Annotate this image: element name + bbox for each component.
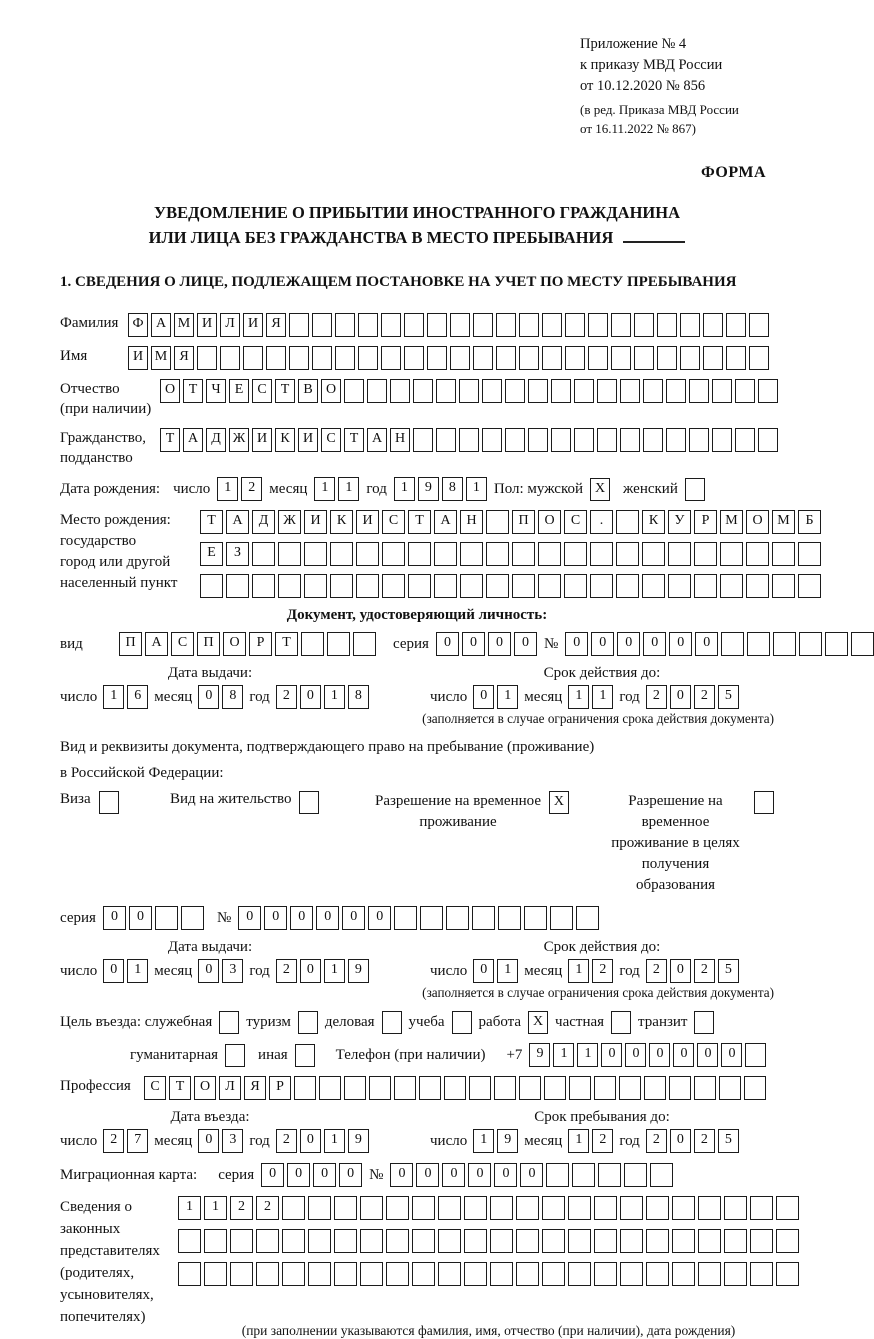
purpose-business-checkbox[interactable] — [382, 1011, 402, 1034]
id-doc-issue-heading: Дата выдачи: — [167, 665, 253, 681]
resid-doc-series-row — [60, 906, 774, 930]
purpose-row1 — [60, 1011, 774, 1034]
resid-valid-month-label: месяц — [524, 962, 563, 979]
rvp-edu-label-line2: проживание в целях — [611, 835, 740, 851]
resid-doc-intro-line2: в Российской Федерации: — [60, 765, 224, 781]
resid-doc-validity-note: (заполняется в случае ограничения срока действия документа) — [422, 985, 774, 1000]
purpose-work-checkbox[interactable]: X — [528, 1011, 548, 1034]
resid-series-input[interactable]: 0 0 — [103, 906, 204, 930]
id-valid-year-input[interactable]: 2 0 2 5 — [646, 685, 739, 709]
id-doc-type-input[interactable]: П А С П О Р Т — [119, 632, 376, 656]
patronymic-label: Отчество — [60, 381, 120, 397]
birth-day-input[interactable]: 1 2 — [217, 477, 262, 501]
given-name-label: Имя — [60, 348, 88, 364]
profession-row — [60, 1076, 774, 1100]
migration-series-input[interactable]: 0 0 0 0 — [261, 1163, 362, 1187]
id-valid-month-input[interactable]: 1 1 — [568, 685, 613, 709]
purpose-humanitarian-label: гуманитарная — [130, 1046, 219, 1063]
legal-reps-note: (при заполнении указываются фамилия, имя, отчество (при наличии), дата рождения) — [241, 1323, 736, 1338]
residence-permit-label: Вид на жительство — [170, 791, 292, 807]
purpose-private-checkbox[interactable] — [611, 1011, 631, 1034]
form-title-line1: УВЕДОМЛЕНИЕ О ПРИБЫТИИ ИНОСТРАННОГО ГРАЖДАНИНА — [153, 203, 681, 222]
resid-valid-day-input[interactable]: 0 1 — [473, 959, 518, 983]
purpose-tourism-checkbox[interactable] — [298, 1011, 318, 1034]
legal-reps-label6: попечителях) — [60, 1309, 146, 1325]
id-issue-month-label: месяц — [154, 688, 193, 705]
resid-issue-month-input[interactable]: 0 3 — [198, 959, 243, 983]
entry-month-input[interactable]: 0 3 — [198, 1129, 243, 1153]
visa-checkbox[interactable] — [99, 791, 119, 814]
entry-year-input[interactable]: 2 0 1 9 — [276, 1129, 369, 1153]
purpose-other-checkbox[interactable] — [295, 1044, 315, 1067]
phone-input[interactable]: 9 1 1 0 0 0 0 0 0 — [529, 1043, 766, 1067]
resid-doc-dates-row — [60, 939, 774, 983]
visa-label: Виза — [60, 791, 91, 807]
rvp-edu-label-line3: получения образования — [635, 856, 716, 893]
legal-reps-input-line2[interactable] — [178, 1229, 799, 1253]
citizenship-label: Гражданство, — [60, 430, 147, 446]
entry-year-label: год — [249, 1132, 270, 1149]
resid-doc-intro-line1: Вид и реквизиты документа, подтверждающего право на пребывание (проживание) — [60, 739, 595, 755]
id-valid-day-label: число — [430, 688, 468, 705]
id-doc-number-input[interactable]: 0 0 0 0 0 0 — [565, 632, 874, 656]
section1-heading: 1. СВЕДЕНИЯ О ЛИЦЕ, ПОДЛЕЖАЩЕМ ПОСТАНОВКЕ НА УЧЕТ ПО МЕСТУ ПРЕБЫВАНИЯ — [60, 274, 737, 290]
purpose-official-checkbox[interactable] — [219, 1011, 239, 1034]
residence-permit-checkbox[interactable] — [299, 791, 319, 814]
profession-label: Профессия — [60, 1078, 131, 1094]
resid-series-label: серия — [60, 910, 96, 926]
sex-male-checkbox[interactable]: X — [590, 478, 610, 501]
legal-reps-label5: усыновителях, — [60, 1287, 154, 1303]
birthplace-input-line2[interactable]: Е З — [200, 542, 821, 566]
surname-row — [60, 313, 774, 337]
id-doc-number-label: № — [543, 636, 559, 652]
given-name-row — [60, 346, 774, 370]
rvp-edu-label-line1: Разрешение на временное — [628, 793, 723, 830]
rvp-label-line2: проживание — [419, 814, 497, 830]
stay-until-heading: Срок пребывания до: — [534, 1109, 670, 1125]
resid-issue-day-label: число — [60, 962, 98, 979]
rvp-label-line1: Разрешение на временное — [375, 793, 541, 809]
legal-reps-label4: (родителях, — [60, 1265, 135, 1281]
id-valid-year-label: год — [619, 688, 640, 705]
entry-day-label: число — [60, 1132, 98, 1149]
id-doc-validity-note: (заполняется в случае ограничения срока действия документа) — [422, 711, 774, 726]
id-issue-year-input[interactable]: 2 0 1 8 — [276, 685, 369, 709]
id-doc-row — [60, 632, 774, 656]
legal-reps-label2: законных — [60, 1221, 121, 1237]
resid-valid-year-input[interactable]: 2 0 2 5 — [646, 959, 739, 983]
purpose-transit-label: транзит — [638, 1014, 688, 1030]
id-doc-valid-heading: Срок действия до: — [543, 665, 661, 681]
legal-reps-label1: Сведения о — [60, 1199, 132, 1215]
resid-doc-type-options — [60, 791, 774, 896]
resid-valid-day-label: число — [430, 962, 468, 979]
birth-year-label: год — [366, 481, 387, 497]
appendix-line: Приложение № 4 — [580, 36, 687, 52]
purpose-business-label: деловая — [324, 1014, 375, 1030]
resid-valid-heading: Срок действия до: — [543, 939, 661, 955]
sex-female-label: женский — [623, 481, 678, 497]
surname-label: Фамилия — [60, 315, 119, 331]
birthplace-state-label: государство — [60, 533, 137, 549]
migration-number-input[interactable]: 0 0 0 0 0 0 — [390, 1163, 673, 1187]
legal-reps-row — [60, 1196, 774, 1339]
purpose-humanitarian-checkbox[interactable] — [225, 1044, 245, 1067]
resid-issue-heading: Дата выдачи: — [167, 939, 253, 955]
birthplace-city-label2: населенный пункт — [60, 575, 178, 591]
stay-day-label: число — [430, 1132, 468, 1149]
resid-issue-year-input[interactable]: 2 0 1 9 — [276, 959, 369, 983]
form-title-line2: ИЛИ ЛИЦА БЕЗ ГРАЖДАНСТВА В МЕСТО ПРЕБЫВАНИЯ — [60, 225, 774, 250]
phone-prefix: +7 — [506, 1046, 523, 1063]
birthplace-input-line1[interactable]: Т А Д Ж И К И С Т А Н П О С . К У Р М О М Б — [200, 510, 821, 534]
birthplace-city-label1: город или другой — [60, 554, 171, 570]
entry-dates-row — [60, 1109, 774, 1153]
id-valid-month-label: месяц — [524, 688, 563, 705]
citizenship-sublabel: подданство — [60, 450, 133, 466]
stay-year-label: год — [619, 1132, 640, 1149]
migration-card-row — [60, 1163, 774, 1187]
stay-day-input[interactable]: 1 9 — [473, 1129, 518, 1153]
purpose-transit-checkbox[interactable] — [694, 1011, 714, 1034]
birth-date-label: Дата рождения: — [60, 481, 161, 497]
citizenship-input[interactable]: Т А Д Ж И К И С Т А Н — [160, 428, 778, 452]
sex-female-checkbox[interactable] — [685, 478, 705, 501]
sex-male-label: Пол: мужской — [493, 481, 584, 497]
id-issue-day-label: число — [60, 688, 98, 705]
appendix-reference — [580, 34, 768, 138]
resid-issue-day-input[interactable]: 0 1 — [103, 959, 148, 983]
id-doc-dates-row — [60, 665, 774, 709]
migration-number-label: № — [369, 1167, 384, 1183]
id-issue-month-input[interactable]: 0 8 — [198, 685, 243, 709]
entry-date-heading: Дата въезда: — [170, 1109, 250, 1125]
profession-input[interactable]: С Т О Л Я Р — [144, 1076, 766, 1100]
form-marker: ФОРМА — [700, 164, 766, 181]
surname-input[interactable]: Ф А М И Л И Я — [128, 313, 769, 337]
birthplace-input-line3[interactable] — [200, 574, 821, 598]
resid-valid-month-input[interactable]: 1 2 — [568, 959, 613, 983]
birthplace-label: Место рождения: — [60, 512, 171, 528]
phone-label: Телефон (при наличии) — [335, 1046, 486, 1063]
birth-day-label: число — [173, 481, 211, 497]
purpose-official-label: Цель въезда: служебная — [60, 1014, 213, 1030]
given-name-input[interactable]: И М Я — [128, 346, 769, 370]
resid-issue-month-label: месяц — [154, 962, 193, 979]
id-doc-series-input[interactable]: 0 0 0 0 — [436, 632, 537, 656]
resid-valid-year-label: год — [619, 962, 640, 979]
purpose-work-label: работа — [478, 1014, 522, 1030]
appendix-line: от 10.12.2020 № 856 — [580, 78, 706, 94]
id-issue-year-label: год — [249, 688, 270, 705]
patronymic-row — [60, 379, 774, 419]
birth-month-label: месяц — [269, 481, 308, 497]
rvp-edu-checkbox[interactable] — [754, 791, 774, 814]
id-doc-type-label: вид — [60, 636, 83, 652]
resid-number-label: № — [216, 910, 232, 926]
resid-issue-year-label: год — [249, 962, 270, 979]
birthplace-row — [60, 510, 814, 598]
appendix-edition-line: от 16.11.2022 № 867) — [580, 121, 697, 136]
purpose-study-checkbox[interactable] — [452, 1011, 472, 1034]
legal-reps-input-line1[interactable]: 1 1 2 2 — [178, 1196, 799, 1220]
resid-number-input[interactable]: 0 0 0 0 0 0 — [238, 906, 599, 930]
entry-day-input[interactable]: 2 7 — [103, 1129, 148, 1153]
birth-month-input[interactable]: 1 1 — [314, 477, 359, 501]
stay-month-input[interactable]: 1 2 — [568, 1129, 613, 1153]
birth-date-row — [60, 477, 774, 501]
purpose-other-label: иная — [258, 1046, 288, 1063]
appendix-line: к приказу МВД России — [580, 57, 723, 73]
title-blank-underline — [623, 227, 685, 243]
form-title — [60, 200, 774, 250]
purpose-study-label: учеба — [408, 1014, 445, 1030]
purpose-private-label: частная — [555, 1014, 605, 1030]
migration-card-label: Миграционная карта: — [60, 1167, 198, 1183]
legal-reps-input-line3[interactable] — [178, 1262, 799, 1286]
patronymic-input[interactable]: О Т Ч Е С Т В О — [160, 379, 778, 403]
id-issue-day-input[interactable]: 1 6 — [103, 685, 148, 709]
entry-month-label: месяц — [154, 1132, 193, 1149]
birth-year-input[interactable]: 1 9 8 1 — [394, 477, 487, 501]
legal-reps-label3: представителях — [60, 1243, 160, 1259]
purpose-row2 — [130, 1043, 774, 1067]
citizenship-row — [60, 428, 774, 468]
id-doc-heading: Документ, удостоверяющий личность: — [286, 607, 548, 623]
stay-year-input[interactable]: 2 0 2 5 — [646, 1129, 739, 1153]
patronymic-sublabel: (при наличии) — [60, 401, 152, 417]
appendix-edition-line: (в ред. Приказа МВД России — [580, 102, 739, 117]
purpose-tourism-label: туризм — [246, 1014, 291, 1030]
rvp-checkbox[interactable]: X — [549, 791, 569, 814]
stay-month-label: месяц — [524, 1132, 563, 1149]
id-doc-series-label: серия — [393, 636, 429, 652]
migration-series-label: серия — [218, 1167, 255, 1183]
id-valid-day-input[interactable]: 0 1 — [473, 685, 518, 709]
